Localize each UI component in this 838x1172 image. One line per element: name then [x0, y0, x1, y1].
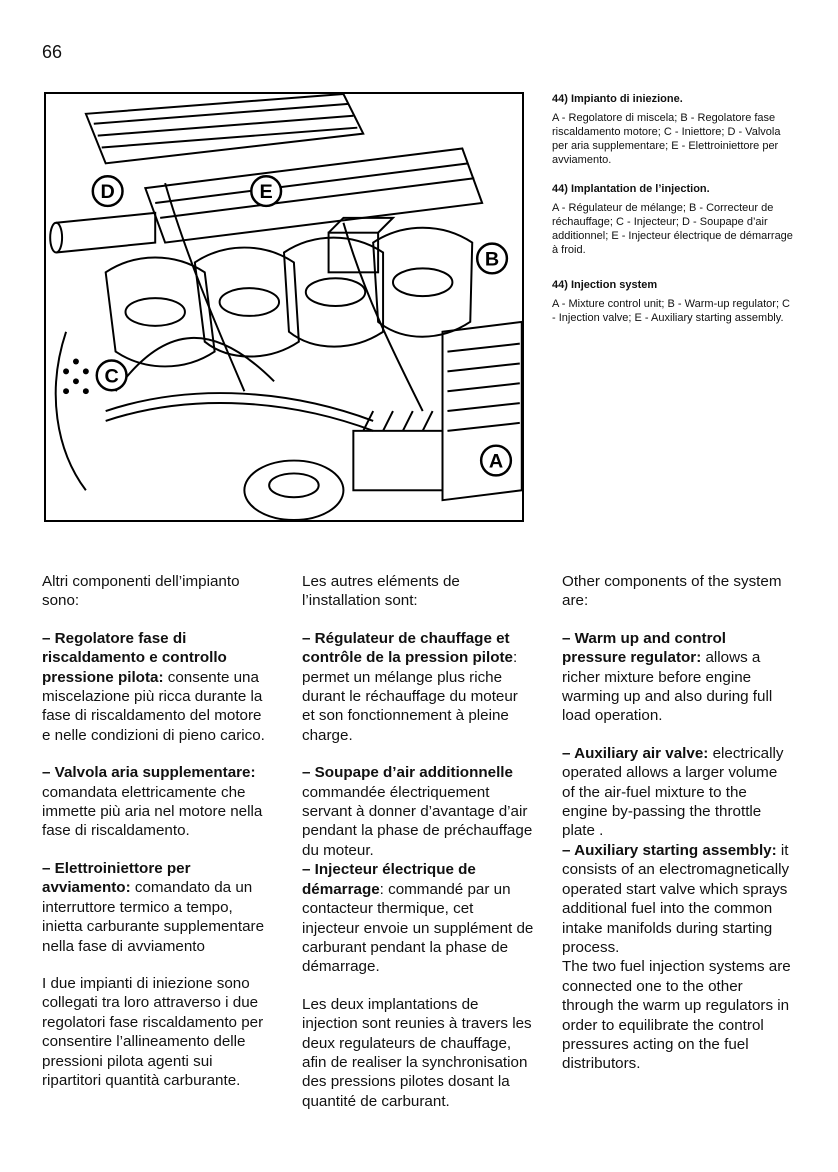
caption-english — [552, 278, 796, 325]
component-paragraph — [562, 744, 794, 841]
callout-e — [251, 176, 281, 206]
svg-text:D: D — [100, 181, 115, 204]
component-paragraph — [42, 859, 274, 956]
closing-paragraph: I due impianti di iniezione sono collegati tra loro attraverso i due regolatori fase riscaldamento per consentire l’allineamento delle pressioni pilota agenti sui ripartitori quantità carburante. — [42, 974, 264, 1089]
component-term: – Elettroiniettore per avviamento: — [42, 859, 191, 897]
component-paragraph — [302, 629, 534, 745]
component-paragraph — [42, 629, 274, 745]
component-paragraph — [42, 763, 274, 841]
caption-title: 44) Impianto di iniezione. — [552, 93, 683, 105]
caption-title: 44) Injection system — [552, 279, 658, 291]
component-term: – Regolatore fase di riscaldamento e controllo pressione pilota: — [42, 629, 227, 686]
component-text: comandata elettricamente che immette più aria nel motore nella fase di riscaldamento. — [42, 783, 263, 840]
svg-text:C: C — [104, 365, 119, 388]
callout-c — [97, 360, 127, 390]
component-paragraph — [562, 841, 794, 957]
engine-illustration — [44, 92, 524, 522]
caption-french — [552, 182, 796, 257]
svg-text:B: B — [484, 248, 500, 271]
component-paragraph — [302, 860, 534, 976]
column-french — [302, 572, 534, 1111]
caption-body: A - Regolatore di miscela; B - Regolatore fase riscaldamento motore; C - Iniettore; D - Valvola per aria supplementare; E - Elettroiniettore per avviamento. — [552, 112, 781, 166]
component-paragraph — [302, 763, 534, 860]
component-term: – Valvola aria supplementare: — [42, 764, 256, 782]
component-paragraph — [562, 629, 794, 726]
component-term: – Régulateur de chauffage et contrôle de la pression pilote — [302, 629, 513, 667]
engine-line-drawing — [46, 94, 522, 520]
callout-d — [93, 176, 123, 206]
caption-title: 44) Implantation de l’injection. — [552, 183, 710, 195]
caption-italian — [552, 92, 796, 167]
callout-a — [481, 446, 511, 476]
svg-text:E: E — [259, 181, 273, 204]
component-term: – Injecteur électrique de démarrage — [302, 861, 476, 898]
component-text: commandée électriquement servant à donner d’avantage d’air pendant la phase de préchauffage du moteur. — [302, 783, 533, 859]
component-text: consente una miscelazione più ricca durante la fase di riscaldamento del motore e nelle condizioni di pieno carico. — [42, 668, 265, 744]
caption-body: A - Mixture control unit; B - Warm-up regulator; C - Injection valve; E - Auxiliary starting assembly. — [552, 298, 790, 324]
component-term: – Auxiliary starting assembly: — [562, 841, 777, 859]
closing-paragraph: The two fuel injection systems are connected one to the other through the warm up regulators in order to equilibrate the control pressures acting on the fuel distributors. — [562, 958, 791, 1073]
component-text: allows a richer mixture before engine warming up and also during full load operation. — [562, 649, 773, 725]
svg-text:A: A — [488, 450, 504, 473]
component-text: comandato da un interruttore termico a tempo, inietta carburante supplementare nella fase di avviamento — [42, 879, 265, 955]
component-term: – Soupape d’air additionnelle — [302, 764, 513, 782]
caption-body: A - Régulateur de mélange; B - Correcteur de réchauffage; C - Injecteur; D - Soupape d’air additionnel; E - Injecteur électrique de démarrage à froid. — [552, 202, 793, 256]
page-number: 66 — [42, 42, 63, 62]
intro-paragraph: Les autres eléments de l’installation sont: — [302, 573, 460, 610]
intro-paragraph: Altri componenti dell’impianto sono: — [42, 573, 240, 610]
component-text: : permet un mélange plus riche durant le réchauffage du moteur et son fonctionnement à pleine charge. — [302, 649, 518, 744]
intro-paragraph: Other components of the system are: — [562, 573, 782, 610]
component-term: – Warm up and control pressure regulator: — [562, 629, 726, 667]
component-text: it consists of an electromagnetically operated start valve which sprays additional fuel into the common intake manifolds during starting process. — [562, 841, 790, 956]
column-italian — [42, 572, 274, 1090]
component-text: electrically operated allows a larger volume of the air-fuel mixture to the engine by-passing the throttle plate . — [562, 744, 784, 840]
column-english — [562, 572, 794, 1074]
component-text: : commandé par un contacteur thermique, cet injecteur envoie un supplément de carburant pendant la phase de démarrage. — [302, 880, 534, 976]
closing-paragraph: Les deux implantations de injection sont reunies à travers les deux regulateurs de chauffage, afin de realiser la synchronisation des pressions pilotes dosant la quantité de carburant. — [302, 995, 532, 1110]
component-term: – Auxiliary air valve: — [562, 744, 709, 762]
callout-b — [477, 244, 507, 274]
